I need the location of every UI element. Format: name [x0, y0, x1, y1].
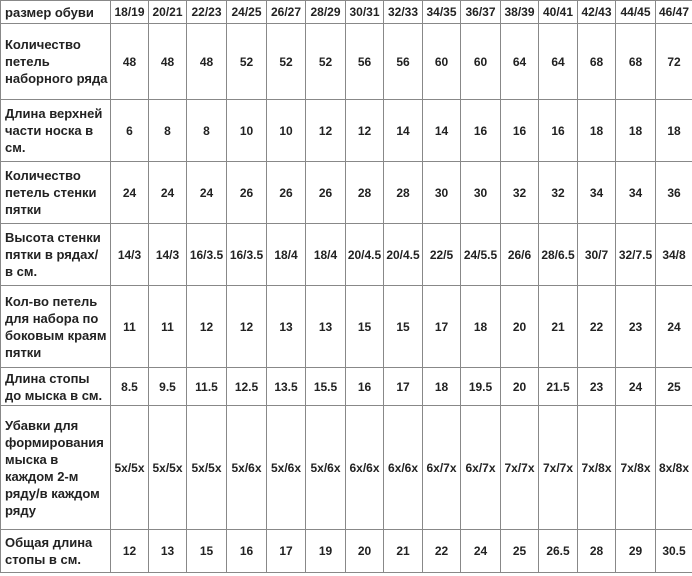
row-label: Убавки для формирования мыска в каждом 2-м ряду/в каждом ряду	[1, 406, 111, 530]
table-cell: 17	[423, 286, 461, 368]
table-cell: 24	[187, 162, 227, 224]
table-cell: 48	[111, 24, 149, 100]
size-header: 22/23	[187, 1, 227, 24]
table-cell: 52	[227, 24, 267, 100]
table-cell: 6x/7x	[461, 406, 501, 530]
table-cell: 14/3	[149, 224, 187, 286]
table-cell: 5x/6x	[267, 406, 306, 530]
table-cell: 34	[616, 162, 656, 224]
table-cell: 18	[616, 100, 656, 162]
row-label: Длина стопы до мыска в см.	[1, 368, 111, 406]
table-cell: 12.5	[227, 368, 267, 406]
table-row	[1, 530, 692, 573]
table-cell: 28	[384, 162, 423, 224]
table-cell: 13.5	[267, 368, 306, 406]
size-header: 46/47	[656, 1, 692, 24]
table-cell: 28/6.5	[539, 224, 578, 286]
table-cell: 9.5	[149, 368, 187, 406]
table-cell: 34/8	[656, 224, 692, 286]
table-cell: 8.5	[111, 368, 149, 406]
table-cell: 60	[423, 24, 461, 100]
table-cell: 23	[616, 286, 656, 368]
table-row	[1, 368, 692, 406]
table-cell: 56	[346, 24, 384, 100]
table-cell: 7x/7x	[501, 406, 539, 530]
size-header: 42/43	[578, 1, 616, 24]
table-cell: 22	[578, 286, 616, 368]
table-cell: 26/6	[501, 224, 539, 286]
table-cell: 5x/6x	[227, 406, 267, 530]
table-cell: 16	[346, 368, 384, 406]
table-row	[1, 286, 692, 368]
table-cell: 8x/8x	[656, 406, 692, 530]
table-row	[1, 406, 692, 530]
table-cell: 19	[306, 530, 346, 573]
table-cell: 26	[267, 162, 306, 224]
table-cell: 25	[501, 530, 539, 573]
table-cell: 24/5.5	[461, 224, 501, 286]
table-cell: 72	[656, 24, 692, 100]
table-cell: 7x/7x	[539, 406, 578, 530]
table-cell: 18	[423, 368, 461, 406]
table-cell: 16/3.5	[227, 224, 267, 286]
table-cell: 25	[656, 368, 692, 406]
table-cell: 5x/5x	[111, 406, 149, 530]
table-cell: 29	[616, 530, 656, 573]
table-cell: 21	[539, 286, 578, 368]
table-row	[1, 24, 692, 100]
size-header: 44/45	[616, 1, 656, 24]
size-header: 28/29	[306, 1, 346, 24]
table-cell: 48	[187, 24, 227, 100]
table-cell: 24	[149, 162, 187, 224]
table-cell: 6x/6x	[384, 406, 423, 530]
table-cell: 18	[461, 286, 501, 368]
size-header: 26/27	[267, 1, 306, 24]
table-cell: 20	[501, 368, 539, 406]
table-cell: 18/4	[306, 224, 346, 286]
table-cell: 16	[227, 530, 267, 573]
table-cell: 11	[111, 286, 149, 368]
table-cell: 26	[227, 162, 267, 224]
table-cell: 13	[306, 286, 346, 368]
table-cell: 6x/6x	[346, 406, 384, 530]
table-cell: 10	[267, 100, 306, 162]
table-cell: 21	[384, 530, 423, 573]
table-body	[1, 24, 692, 573]
table-cell: 12	[111, 530, 149, 573]
table-cell: 7x/8x	[578, 406, 616, 530]
table-cell: 23	[578, 368, 616, 406]
table-cell: 15	[384, 286, 423, 368]
table-cell: 16	[539, 100, 578, 162]
table-cell: 18	[656, 100, 692, 162]
table-cell: 32	[539, 162, 578, 224]
table-cell: 13	[149, 530, 187, 573]
row-label: Кол-во петель для набора по боковым краям пятки	[1, 286, 111, 368]
table-cell: 5x/5x	[187, 406, 227, 530]
table-cell: 28	[346, 162, 384, 224]
table-cell: 6x/7x	[423, 406, 461, 530]
table-cell: 32	[501, 162, 539, 224]
table-cell: 48	[149, 24, 187, 100]
row-label: Высота стенки пятки в рядах/ в см.	[1, 224, 111, 286]
table-cell: 5x/6x	[306, 406, 346, 530]
table-cell: 52	[267, 24, 306, 100]
row-label: Количество петель наборного ряда	[1, 24, 111, 100]
table-cell: 14	[384, 100, 423, 162]
table-cell: 20	[501, 286, 539, 368]
table-cell: 18/4	[267, 224, 306, 286]
table-cell: 30	[423, 162, 461, 224]
table-row	[1, 224, 692, 286]
size-header: 34/35	[423, 1, 461, 24]
table-cell: 64	[539, 24, 578, 100]
table-cell: 17	[267, 530, 306, 573]
table-row	[1, 162, 692, 224]
table-cell: 32/7.5	[616, 224, 656, 286]
table-cell: 28	[578, 530, 616, 573]
size-header: 40/41	[539, 1, 578, 24]
table-cell: 6	[111, 100, 149, 162]
table-cell: 24	[111, 162, 149, 224]
table-cell: 5x/5x	[149, 406, 187, 530]
table-cell: 7x/8x	[616, 406, 656, 530]
table-cell: 22	[423, 530, 461, 573]
table-cell: 12	[227, 286, 267, 368]
size-header: 36/37	[461, 1, 501, 24]
table-cell: 30	[461, 162, 501, 224]
table-cell: 14/3	[111, 224, 149, 286]
table-cell: 20/4.5	[346, 224, 384, 286]
table-cell: 20/4.5	[384, 224, 423, 286]
table-cell: 24	[656, 286, 692, 368]
table-cell: 18	[578, 100, 616, 162]
table-cell: 52	[306, 24, 346, 100]
table-cell: 20	[346, 530, 384, 573]
table-cell: 30/7	[578, 224, 616, 286]
header-label: размер обуви	[1, 1, 111, 24]
table-cell: 16	[461, 100, 501, 162]
table-cell: 64	[501, 24, 539, 100]
table-cell: 34	[578, 162, 616, 224]
row-label: Длина верхней части носка в см.	[1, 100, 111, 162]
table-cell: 21.5	[539, 368, 578, 406]
size-header: 24/25	[227, 1, 267, 24]
table-cell: 11	[149, 286, 187, 368]
table-cell: 26.5	[539, 530, 578, 573]
table-cell: 13	[267, 286, 306, 368]
table-cell: 10	[227, 100, 267, 162]
size-header: 20/21	[149, 1, 187, 24]
table-cell: 8	[149, 100, 187, 162]
table-cell: 30.5	[656, 530, 692, 573]
table-cell: 11.5	[187, 368, 227, 406]
table-cell: 68	[616, 24, 656, 100]
header-row	[1, 1, 692, 24]
row-label: Общая длина стопы в см.	[1, 530, 111, 573]
table-cell: 16/3.5	[187, 224, 227, 286]
table-cell: 16	[501, 100, 539, 162]
table-cell: 22/5	[423, 224, 461, 286]
table-cell: 60	[461, 24, 501, 100]
table-cell: 12	[306, 100, 346, 162]
table-cell: 15	[187, 530, 227, 573]
size-header: 30/31	[346, 1, 384, 24]
table-cell: 14	[423, 100, 461, 162]
table-cell: 12	[346, 100, 384, 162]
table-cell: 26	[306, 162, 346, 224]
table-cell: 24	[461, 530, 501, 573]
size-header: 18/19	[111, 1, 149, 24]
table-cell: 17	[384, 368, 423, 406]
table-cell: 19.5	[461, 368, 501, 406]
table-cell: 12	[187, 286, 227, 368]
table-cell: 15	[346, 286, 384, 368]
size-header: 32/33	[384, 1, 423, 24]
table-cell: 24	[616, 368, 656, 406]
row-label: Количество петель стенки пятки	[1, 162, 111, 224]
table-cell: 68	[578, 24, 616, 100]
size-header: 38/39	[501, 1, 539, 24]
table-row	[1, 100, 692, 162]
table-cell: 56	[384, 24, 423, 100]
table-cell: 15.5	[306, 368, 346, 406]
table-cell: 8	[187, 100, 227, 162]
table-cell: 36	[656, 162, 692, 224]
